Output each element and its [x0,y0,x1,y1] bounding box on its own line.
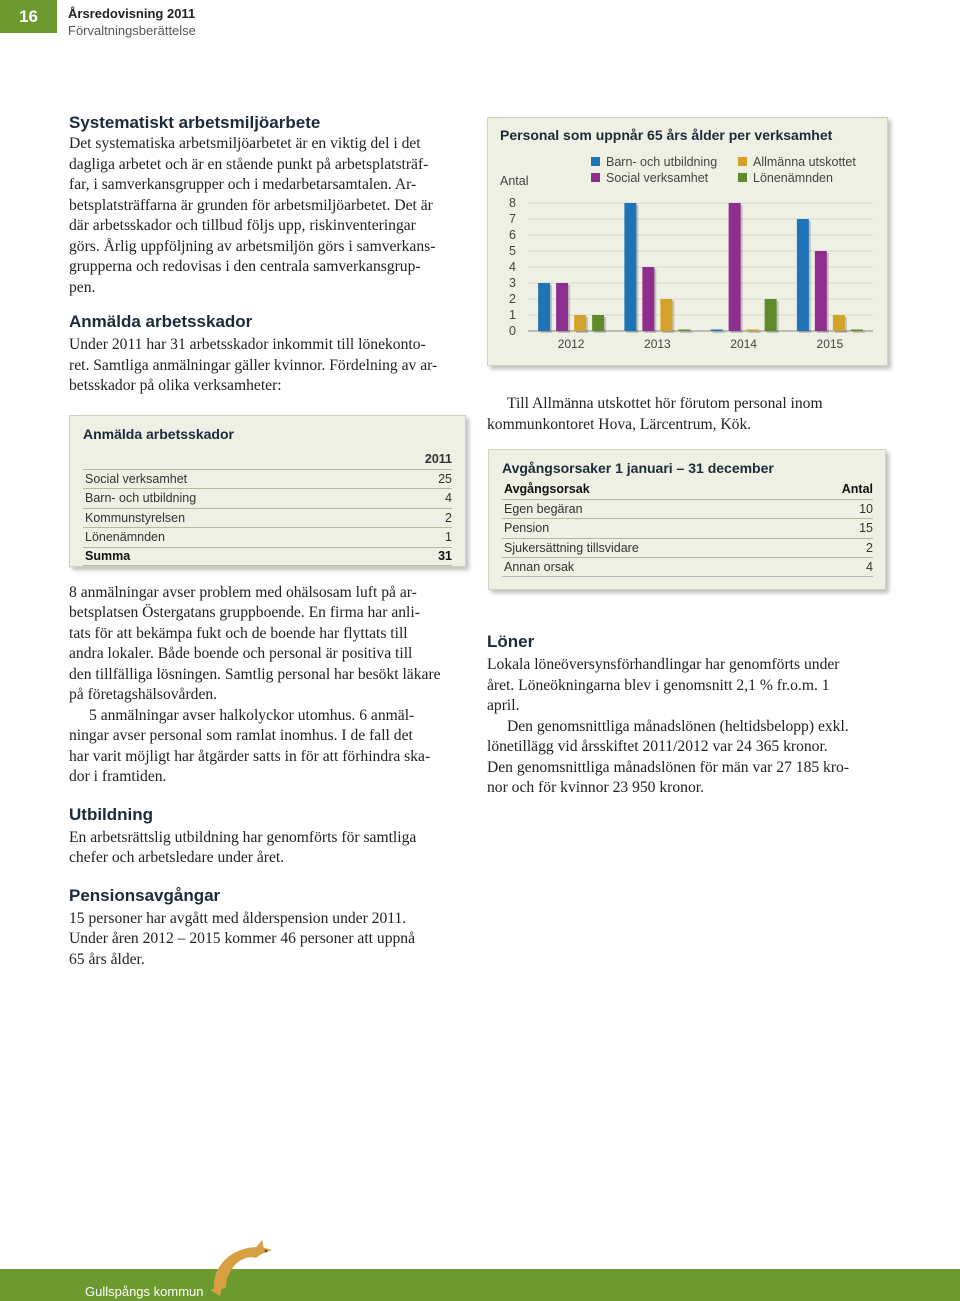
left-column [69,112,471,970]
bar [574,315,586,331]
table-row: Lönenämnden 1 [83,527,452,547]
y-tick-label: 5 [509,244,516,258]
legend-label: Allmänna utskottet [753,155,856,169]
y-tick-label: 7 [509,212,516,226]
report-title: Årsredovisning 2011 [68,6,196,21]
fish-logo-icon [206,1238,278,1296]
legend-swatch [591,157,600,166]
table-row: Kommunstyrelsen 2 [83,508,452,528]
bar [851,330,863,332]
legend-swatch [738,173,747,182]
heading-utbildning: Utbildning [69,804,154,824]
x-tick-label: 2015 [816,337,844,351]
chart-title: Personal som uppnår 65 års ålder per verksamhet [500,127,833,143]
table-row: Pension 15 [502,518,873,538]
table-row: Egen begäran 10 [502,499,873,519]
table-header-row: Avgångsorsak Antal [504,481,873,496]
x-tick-label: 2013 [644,337,671,351]
heading-arbetsmiljo: Systematiskt arbetsmiljöarbete [69,113,321,132]
bar [815,251,827,331]
table-row: Sjukersättning tillsvidare 2 [502,538,873,558]
bar [729,203,741,331]
x-tick-label: 2014 [730,337,757,351]
y-tick-label: 1 [509,308,516,322]
bar [538,283,550,331]
page-number: 16 [0,0,57,33]
y-tick-label: 3 [509,276,516,290]
table-row: Social verksamhet 25 [83,469,452,489]
footer-org: Gullspångs kommun [85,1284,204,1299]
departure-table-box [488,449,886,590]
heading-loner: Löner [487,632,535,651]
bar [678,330,690,332]
table-sum-row: Summa 31 [83,547,452,567]
departure-table-title: Avgångsorsaker 1 januari – 31 december [502,460,774,476]
injury-table-box [69,415,466,567]
chart-box [487,117,888,366]
table-row: Annan orsak 4 [502,557,873,577]
bar [592,315,604,331]
bar-shadow [853,332,865,334]
y-tick-label: 4 [509,260,516,274]
paragraph-loner-1: Lokala löneöversynsförhandlingar har genomförts under året. Löneökningarna blev i genomsnitt 2,1 % fr.o.m. 1 april. [487,656,840,714]
bar [660,299,672,331]
paragraph-halka: 5 anmälningar avser halkolyckor utomhus. 6 anmäl- ningar avser personal som ramlat inomhus. I de fall det har varit möjligt har åtgärder satts in för att förhindra ska- dor i framtiden. [69,706,431,785]
paragraph-chart-note: Till Allmänna utskottet hör förutom personal inom kommunkontoret Hova, Lärcentrum, Kök. [487,395,823,433]
retirement-chart [488,118,887,365]
bar [624,203,636,331]
heading-arbetsskador: Anmälda arbetsskador [69,312,253,331]
loner-section [487,631,889,799]
x-tick-label: 2012 [557,337,585,351]
bar [556,283,568,331]
bar [747,330,759,332]
bar-shadow [680,332,692,334]
paragraph-arbetsmiljo: Det systematiska arbetsmiljöarbetet är en viktig del i det dagliga arbetet och är en stående punkt på arbetsplatsträf- far, i samverkansgrupper och i medarbetarsamtalen. Ar- betsplatsträffarna är grunden för arbetsmiljöarbetet. Det är där arbetsskador och tillbud följs upp, riskinventeringar görs. Årlig uppföljning av arbetsmiljön görs i samverkans- grupperna och redovisas i den centrala samverkansgrup- pen. [69,135,436,296]
chart-ylabel: Antal [500,174,529,188]
legend-swatch [738,157,747,166]
y-tick-label: 2 [509,292,516,306]
paragraph-loner-2: Den genomsnittliga månadslönen (heltidsbelopp) exkl. lönetillägg vid årsskiftet 2011/2012 var 24 365 kronor. Den genomsnittliga månadslönen för män var 27 185 kro- nor och för kvinnor 23 950 kronor. [487,717,850,796]
bar [642,267,654,331]
bar [833,315,845,331]
y-tick-label: 6 [509,228,516,242]
y-tick-label: 8 [509,196,516,210]
bar [711,330,723,332]
injury-table-title: Anmälda arbetsskador [83,425,234,442]
bar-shadow [713,332,725,334]
legend-label: Barn- och utbildning [606,155,718,169]
paragraph-pension: 15 personer har avgått med ålderspension under 2011. Under åren 2012 – 2015 kommer 46 personer att uppnå 65 års ålder. [69,909,416,968]
departure-table [502,479,873,577]
chart-note [487,394,889,435]
bar-shadow [749,332,761,334]
legend-label: Lönenämnden [753,171,833,185]
legend-label: Social verksamhet [606,171,709,185]
injury-year-header: 2011 [424,452,452,466]
y-tick-label: 0 [509,324,516,338]
bar [765,299,777,331]
injury-table [83,450,452,567]
table-row: Barn- och utbildning 4 [83,488,452,508]
paragraph-luft: 8 anmälningar avser problem med ohälsosam luft på ar- betsplatsen Östergatans gruppboende. En firma har anli- tats för att bekämpa fukt och de boende har flyttats till andra lokaler. Både boende och personal är positiva till den tillfälliga lösningen. Samtlig personal har besökt läkare på företagshälsovården. [69,583,441,703]
paragraph-utbildning: En arbetsrättslig utbildning har genomförts för samtliga chefer och arbetsledare under året. [69,828,417,866]
bar [797,219,809,331]
legend-swatch [591,173,600,182]
report-section: Förvaltningsberättelse [68,23,196,38]
heading-pension: Pensionsavgångar [69,885,221,905]
paragraph-arbetsskador: Under 2011 har 31 arbetsskador inkommit till lönekonto- ret. Samtliga anmälningar gäller kvinnor. Fördelning av ar- betsskador på olika verksamheter: [69,336,438,394]
